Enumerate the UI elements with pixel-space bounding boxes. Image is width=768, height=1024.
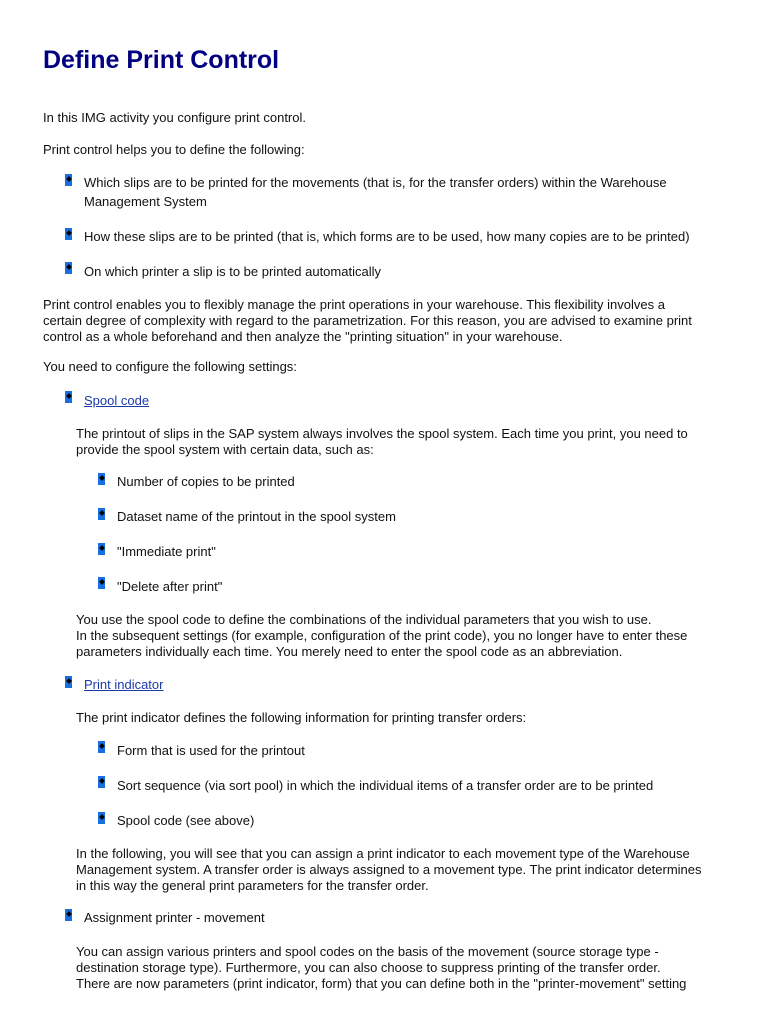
print-indicator-explanation: [76, 846, 702, 893]
spool-list-item: "Delete after print": [117, 579, 223, 594]
flexibility-paragraph: [43, 297, 692, 344]
spool-list-item: Dataset name of the printout in the spool system: [117, 509, 396, 524]
paragraph-line: parameters individually each time. You merely need to enter the spool code as an abbreviation.: [76, 643, 623, 659]
print-indicator-description: The print indicator defines the following information for printing transfer orders:: [76, 710, 527, 725]
paragraph-line: destination storage type). Furthermore, you can also choose to suppress printing of the transfer order.: [76, 959, 661, 975]
spool-code-link[interactable]: Spool code: [84, 393, 150, 408]
indicator-list-item: Spool code (see above): [117, 813, 255, 828]
define-item: [84, 173, 667, 211]
spool-list-item: "Immediate print": [117, 544, 216, 559]
define-intro-text: Print control helps you to define the following:: [43, 142, 305, 157]
define-item-line: Which slips are to be printed for the movements (that is, for the transfer orders) within the Warehouse: [84, 175, 667, 190]
paragraph-line: There are now parameters (print indicator, form) that you can define both in the "printer-movement" setting: [76, 975, 687, 991]
paragraph-line: In the subsequent settings (for example, configuration of the print code), you no longer have to enter these: [76, 627, 688, 643]
paragraph-line: In the following, you will see that you can assign a print indicator to each movement type of the Warehouse: [76, 846, 690, 861]
spool-description: [76, 426, 688, 458]
paragraph-line: The printout of slips in the SAP system always involves the spool system. Each time you print, you need to: [76, 426, 688, 441]
bullet-icon: [98, 543, 105, 555]
bullet-icon: [98, 508, 105, 520]
indicator-list-item: Form that is used for the printout: [117, 743, 305, 758]
define-item: [84, 227, 690, 246]
spool-list-item: Number of copies to be printed: [117, 474, 295, 489]
paragraph-line: You use the spool code to define the combinations of the individual parameters that you wish to use.: [76, 612, 652, 627]
print-indicator-link[interactable]: Print indicator: [84, 677, 164, 692]
bullet-icon: [65, 676, 72, 688]
spool-code-item: [84, 391, 149, 410]
paragraph-line: Print control enables you to flexibly manage the print operations in your warehouse. This flexibility involves a: [43, 297, 665, 312]
define-item-line: On which printer a slip is to be printed automatically: [84, 264, 381, 279]
assignment-description: [76, 944, 686, 991]
bullet-icon: [98, 473, 105, 485]
bullet-icon: [65, 174, 72, 186]
print-indicator-item: [84, 675, 163, 694]
bullet-icon: [98, 812, 105, 824]
paragraph-line: certain degree of complexity with regard to the parametrization. For this reason, you are advised to examine print: [43, 312, 692, 328]
bullet-icon: [98, 741, 105, 753]
bullet-icon: [65, 228, 72, 240]
define-item-line: Management System: [84, 194, 207, 209]
page-title: Define Print Control: [43, 46, 280, 74]
paragraph-line: control as a whole beforehand and then analyze the "printing situation" in your warehouse.: [43, 328, 563, 344]
bullet-icon: [98, 776, 105, 788]
intro-text: In this IMG activity you configure print control.: [43, 110, 306, 125]
settings-intro-text: You need to configure the following settings:: [43, 359, 297, 374]
paragraph-line: in this way the general print parameters for the transfer order.: [76, 877, 429, 893]
bullet-icon: [65, 262, 72, 274]
define-item: [84, 262, 381, 281]
paragraph-line: You can assign various printers and spool codes on the basis of the movement (source storage type -: [76, 944, 659, 959]
bullet-icon: [65, 391, 72, 403]
paragraph-line: provide the spool system with certain data, such as:: [76, 441, 374, 457]
bullet-icon: [65, 909, 72, 921]
define-item-line: How these slips are to be printed (that is, which forms are to be used, how many copies are to be printed): [84, 229, 690, 244]
spool-explanation: [76, 612, 687, 659]
paragraph-line: Management system. A transfer order is always assigned to a movement type. The print indicator determines: [76, 861, 702, 877]
bullet-icon: [98, 577, 105, 589]
assignment-item: Assignment printer - movement: [84, 910, 265, 925]
indicator-list-item: Sort sequence (via sort pool) in which the individual items of a transfer order are to be printed: [117, 778, 654, 793]
